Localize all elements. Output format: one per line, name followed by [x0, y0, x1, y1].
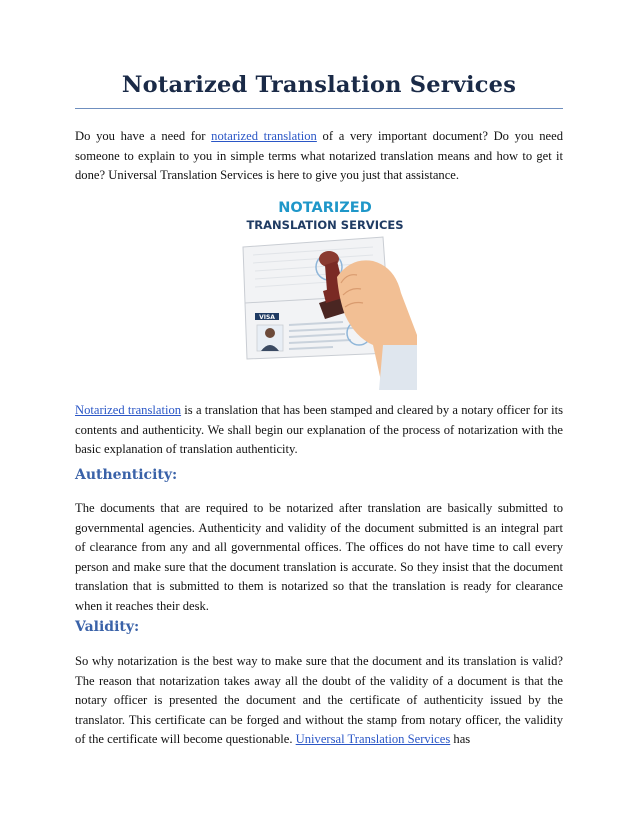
intro-text-end: of a very important document? Do you need someone to explain to you in simple terms what notarized translation means and how to get it done? Universal Translation Services is here to give you just that assistance.: [75, 129, 563, 183]
authenticity-heading: Authenticity:: [75, 467, 178, 483]
intro-paragraph: [75, 127, 563, 186]
definition-text: is a translation that has been stamped and cleared by a notary officer for its contents and authenticity. We shall begin our explanation of the process of notarization with the basic explanation of translation authenticity.: [75, 403, 564, 457]
validity-text-start: So why notarization is the best way to make sure that the document and its translation is valid? The reason that notarization takes away all the doubt of the validity of a document is that the notary officer is presented the document and the certificate of authenticity issued by the translator. This certificate can be forged and without the stamp from notary officer, the validity of the certificate will become questionable.: [75, 654, 563, 747]
validity-heading: Validity:: [75, 619, 140, 635]
definition-paragraph: [75, 401, 563, 460]
intro-text-start: Do you have a need for: [75, 129, 212, 143]
illustration-title-line2: TRANSLATION SERVICES: [246, 218, 404, 232]
notarized-translation-link-2[interactable]: Notarized translation: [75, 403, 182, 417]
visa-label: VISA: [259, 314, 275, 321]
page-title: Notarized Translation Services: [121, 72, 517, 98]
validity-paragraph: [75, 652, 563, 750]
notarized-translation-link[interactable]: notarized translation: [211, 129, 317, 143]
illustration-title-line1: NOTARIZED: [278, 200, 372, 216]
title-underline: [75, 108, 563, 109]
universal-translation-services-link[interactable]: Universal Translation Services: [295, 732, 451, 747]
validity-text-end: has: [450, 732, 471, 747]
authenticity-paragraph: The documents that are required to be notarized after translation are basically submitted to governmental agencies. Authenticity and validity of the document submitted is an integral part of clearance from any and all governmental offices. The offices do not have time to call every person and make sure that the document translation is accurate. So they insist that the document translation that is submitted to them is notarized so that the translation is ready for clearance when it reaches their desk.: [75, 501, 563, 613]
notarized-translation-illustration: [233, 195, 417, 390]
